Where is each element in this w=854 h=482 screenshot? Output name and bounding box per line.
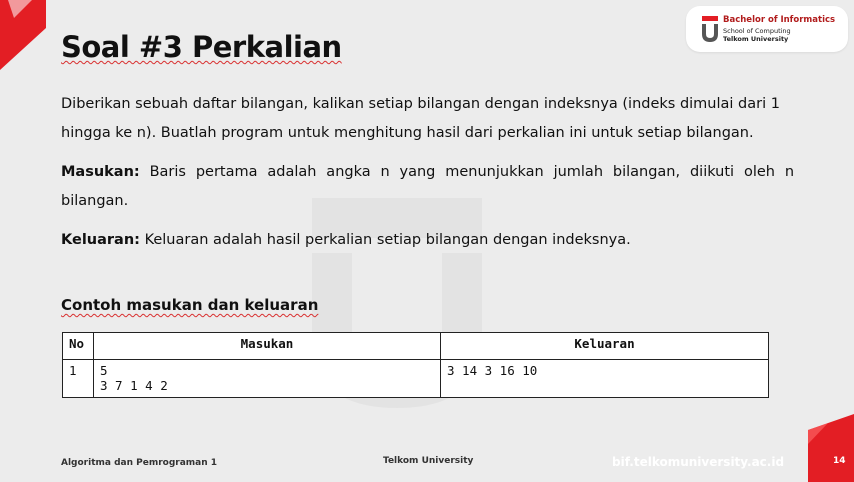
output-text: Keluaran adalah hasil perkalian setiap bilangan dengan indeksnya. bbox=[144, 232, 631, 248]
cell-output bbox=[441, 360, 769, 398]
footer-website: bif.telkomuniversity.ac.id bbox=[612, 455, 785, 469]
header-input: Masukan bbox=[94, 333, 441, 360]
input-text: Baris pertama adalah angka n yang menunjukkan jumlah bilangan, diikuti oleh n bilangan. bbox=[61, 164, 795, 209]
header-output: Keluaran bbox=[441, 333, 769, 360]
footer-university: Telkom University bbox=[383, 456, 474, 466]
cell-input bbox=[94, 360, 441, 398]
institution-logo bbox=[686, 6, 848, 52]
cell-no: 1 bbox=[63, 360, 94, 398]
input-line: 3 7 1 4 2 bbox=[100, 378, 168, 393]
table-row bbox=[63, 360, 769, 398]
problem-statement bbox=[61, 90, 794, 265]
output-description bbox=[61, 226, 794, 255]
logo-line-program: Bachelor of Informatics bbox=[723, 15, 836, 25]
slide-title: Soal #3 Perkalian bbox=[61, 30, 342, 64]
table-header-row bbox=[63, 333, 769, 360]
telkom-logo-icon bbox=[702, 16, 718, 42]
logo-line-school: School of Computing bbox=[723, 27, 791, 35]
problem-description: Diberikan sebuah daftar bilangan, kalikan setiap bilangan dengan indeksnya (indeks dimulai dari 1 hingga ke n). Buatlah program untuk menghitung hasil dari perkalian ini untuk setiap bilangan. bbox=[61, 96, 780, 141]
page-number: 14 bbox=[833, 456, 846, 466]
logo-line-university: Telkom University bbox=[723, 35, 789, 43]
input-label: Masukan: bbox=[61, 164, 140, 180]
output-line: 3 14 3 16 10 bbox=[447, 363, 538, 378]
example-table bbox=[62, 332, 769, 398]
header-no: No bbox=[63, 333, 94, 360]
footer-course: Algoritma dan Pemrograman 1 bbox=[61, 458, 218, 468]
input-description bbox=[61, 158, 794, 216]
example-title: Contoh masukan dan keluaran bbox=[61, 296, 319, 314]
corner-ribbon-bottom-right bbox=[806, 414, 854, 482]
corner-ribbon-top-left bbox=[0, 0, 48, 72]
output-label: Keluaran: bbox=[61, 232, 140, 248]
input-line: 5 bbox=[100, 363, 108, 378]
